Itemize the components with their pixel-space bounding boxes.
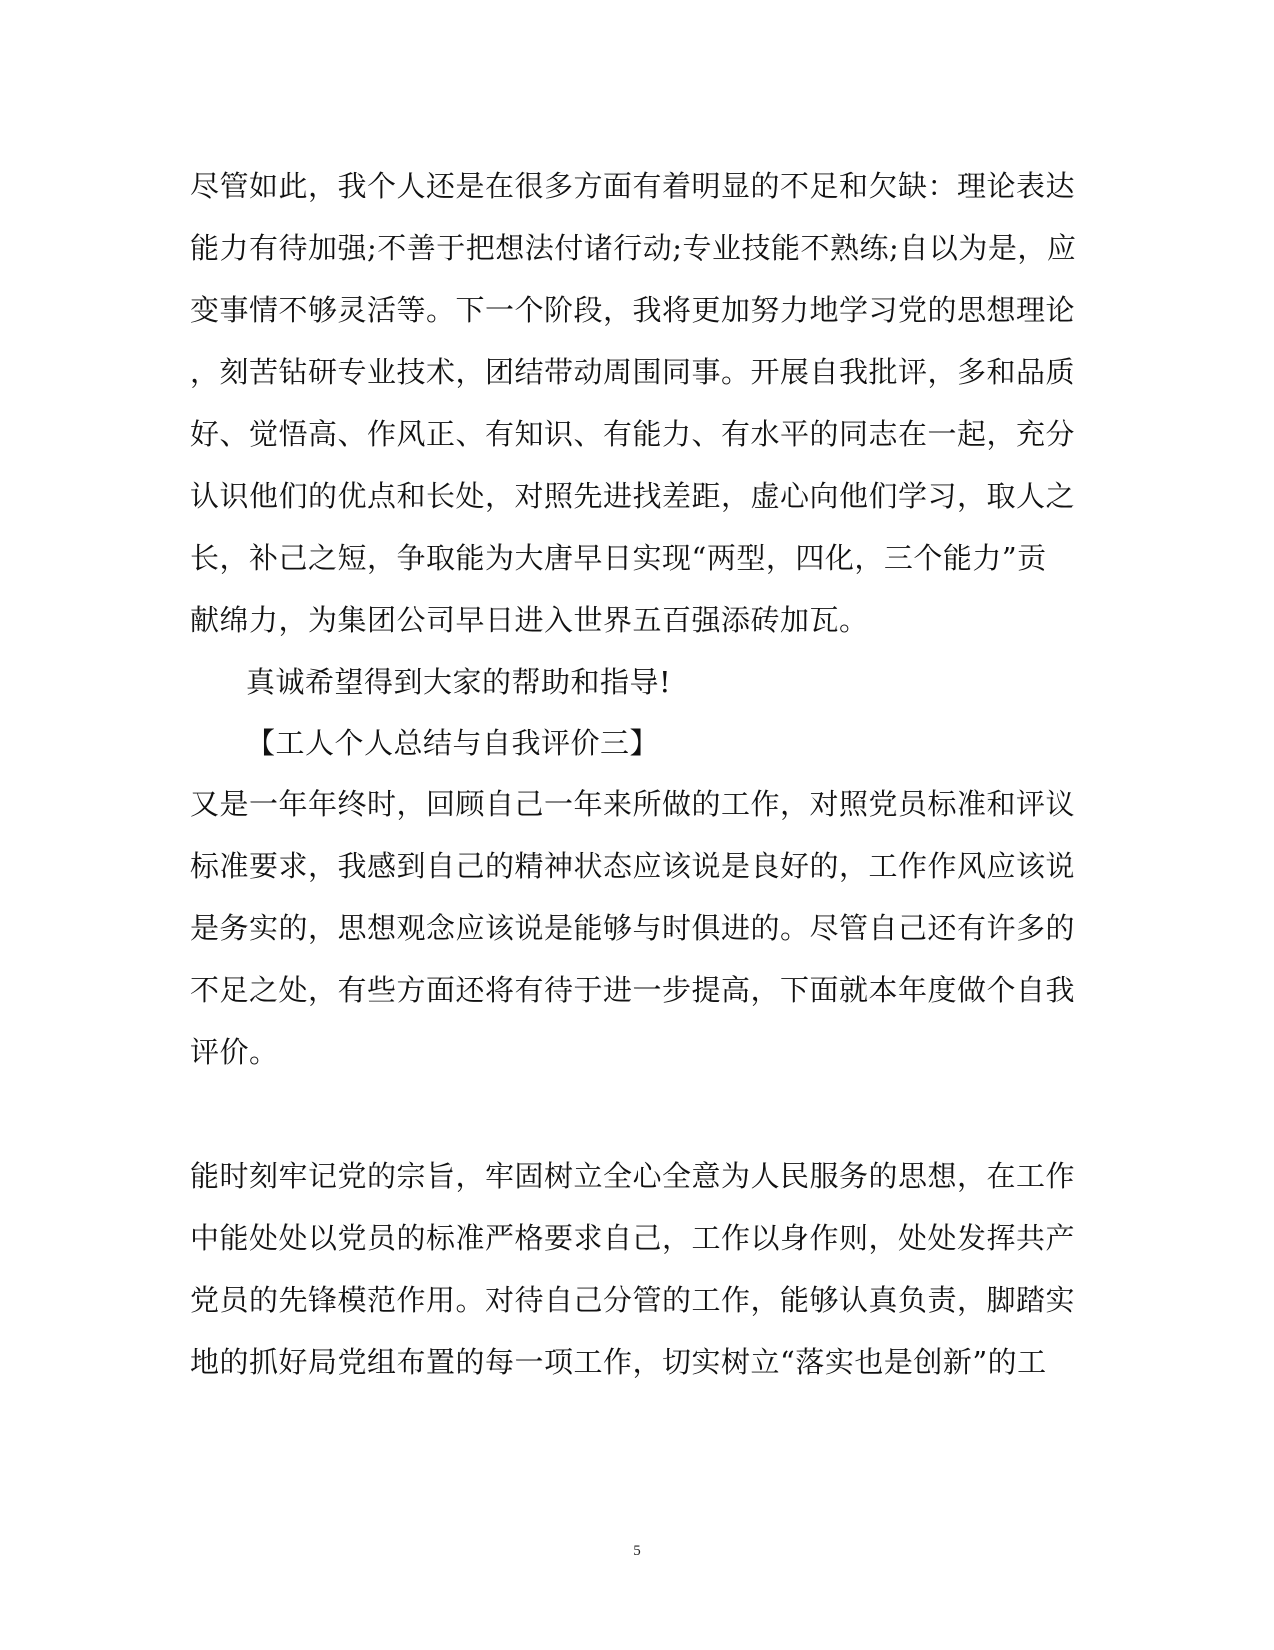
paragraph-line: 能力有待加强;不善于把想法付诸行动;专业技能不熟练;自以为是，应: [190, 231, 1077, 265]
paragraph-line: 评价。: [190, 1035, 279, 1069]
paragraph-line: 长，补己之短，争取能为大唐早日实现“两型，四化，三个能力”贡: [190, 541, 1047, 575]
paragraph-line: 标准要求，我感到自己的精神状态应该说是良好的，工作作风应该说: [190, 849, 1076, 883]
paragraph-line: 不足之处，有些方面还将有待于进一步提高，下面就本年度做个自我: [190, 973, 1076, 1007]
paragraph-line: 又是一年年终时，回顾自己一年来所做的工作，对照党员标准和评议: [190, 787, 1076, 821]
paragraph-line: 认识他们的优点和长处，对照先进找差距，虚心向他们学习，取人之: [190, 479, 1076, 513]
page-number: 5: [633, 1543, 641, 1559]
section-heading: 【工人个人总结与自我评价三】: [246, 726, 660, 760]
paragraph-line: 好、觉悟高、作风正、有知识、有能力、有水平的同志在一起，充分: [190, 417, 1076, 451]
paragraph-line: 党员的先锋模范作用。对待自己分管的工作，能够认真负责，脚踏实: [190, 1283, 1076, 1317]
paragraph-line: 变事情不够灵活等。下一个阶段，我将更加努力地学习党的思想理论: [190, 293, 1076, 327]
paragraph-line: ，刻苦钻研专业技术，团结带动周围同事。开展自我批评，多和品质: [190, 355, 1076, 389]
paragraph-line: 中能处处以党员的标准严格要求自己，工作以身作则，处处发挥共产: [190, 1221, 1076, 1255]
paragraph-line: 尽管如此，我个人还是在很多方面有着明显的不足和欠缺：理论表达: [190, 169, 1076, 203]
paragraph-line: 是务实的，思想观念应该说是能够与时俱进的。尽管自己还有许多的: [190, 911, 1076, 945]
paragraph-line: 献绵力，为集团公司早日进入世界五百强添砖加瓦。: [190, 603, 869, 637]
paragraph-line: 能时刻牢记党的宗旨，牢固树立全心全意为人民服务的思想，在工作: [190, 1159, 1076, 1193]
closing-line: 真诚希望得到大家的帮助和指导!: [246, 665, 672, 699]
paragraph-line: 地的抓好局党组布置的每一项工作，切实树立“落实也是创新”的工: [190, 1345, 1047, 1379]
